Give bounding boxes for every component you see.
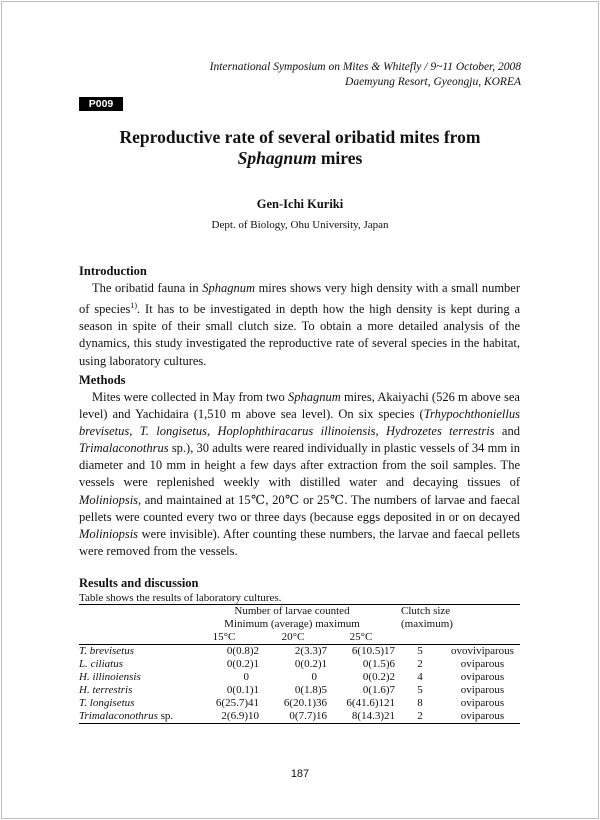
count-15c-cell: 0(0.8)2 (226, 645, 259, 657)
species-cell: T. longisetus (79, 697, 135, 709)
genus-name: Moliniopsis (79, 526, 139, 541)
table-header-row (79, 618, 520, 631)
clutch-cell: 8 (417, 697, 423, 709)
count-20c-cell: 6(20.1)36 (283, 697, 327, 709)
species-cell: T. brevisetus (79, 645, 134, 657)
header-20c: 20°C (259, 631, 327, 645)
count-15c-cell: 0(0.2)1 (226, 658, 259, 670)
text-run: , (206, 424, 218, 439)
header-15c: 15°C (189, 631, 259, 645)
mode-cell: ovoviviparous (451, 645, 514, 657)
header-cell-empty (79, 631, 189, 645)
text-run: mires, Akaiyachi (526 m above sea level) and Yachidaira (1,510 m above sea level). On six species ( (79, 390, 520, 422)
species-cell (79, 710, 189, 724)
count-15c-cell: 2(6.9)10 (189, 710, 259, 724)
introduction-paragraph (79, 280, 520, 370)
paper-title (60, 127, 540, 169)
clutch-cell: 5 (417, 645, 423, 657)
header-clutch-maximum: (maximum) (401, 618, 453, 630)
count-20c-cell: 0 (311, 671, 317, 683)
page-number: 187 (290, 768, 310, 780)
count-20c-cell: 0(0.2)1 (294, 658, 327, 670)
species-name: T. longisetus (139, 424, 207, 439)
count-15c-cell: 0(0.1)1 (226, 684, 259, 696)
reference-superscript: 1) (130, 301, 138, 311)
clutch-cell: 2 (395, 710, 445, 724)
table-row (79, 697, 520, 710)
results-table (79, 604, 520, 724)
clutch-cell: 4 (417, 671, 423, 683)
text-run: The oribatid fauna in (92, 281, 203, 295)
table-row (79, 684, 520, 697)
clutch-cell: 5 (417, 684, 423, 696)
count-25c-cell: 6(10.5)17 (351, 645, 395, 657)
poster-id-badge: P009 (79, 97, 123, 111)
title-line-1: Reproductive rate of several oribatid mites from (119, 127, 481, 147)
count-20c-cell: 0(1.8)5 (294, 684, 327, 696)
count-25c-cell: 0(1.5)6 (362, 658, 395, 670)
introduction-heading: Introduction (79, 264, 147, 278)
methods-paragraph (79, 389, 520, 560)
header-cell-empty (79, 605, 189, 619)
species-name: Hydrozetes terrestris (386, 424, 495, 439)
text-run: and (494, 424, 520, 439)
count-25c-cell: 0(1.6)7 (362, 684, 395, 696)
species-cell: H. terrestris (79, 684, 133, 696)
text-run: Mites were collected in May from two (92, 390, 288, 404)
clutch-cell: 2 (417, 658, 423, 670)
species-cell: H. illinoiensis (79, 671, 141, 683)
species-name: Trimalaconothrus (79, 710, 158, 722)
text-run: . It has to be investigated in depth how the high density is kept during a season in spite of their small clutch size. To obtain a more detailed analysis of the dynamics, this study investigated the reproductive rate of several species in the habitat, using laboratory cultures. (79, 302, 520, 368)
header-cell-empty (79, 618, 189, 631)
conference-venue: Daemyung Resort, Gyeongju, KOREA (345, 76, 521, 88)
title-genus: Sphagnum (237, 148, 317, 168)
genus-name: Sphagnum (202, 281, 255, 295)
species-cell: L. ciliatus (79, 658, 124, 670)
genus-name: Sphagnum (287, 390, 341, 404)
species-suffix: sp. (157, 710, 174, 722)
table-row (79, 671, 520, 684)
count-25c-cell: 6(41.6)121 (346, 697, 395, 709)
table-row (79, 710, 520, 724)
header-min-avg-max: Minimum (average) maximum (224, 618, 360, 630)
title-rest: mires (316, 148, 363, 168)
text-run: mires shows very high density with a small number of species (79, 281, 520, 317)
header-larvae-counted: Number of larvae counted (189, 605, 395, 619)
mode-cell: oviparous (460, 684, 505, 696)
title-line-2 (60, 148, 540, 169)
table-caption: Table shows the results of laboratory cultures. (79, 592, 282, 604)
species-name: Trhypochthoniellus brevisetus (79, 407, 520, 439)
methods-heading: Methods (79, 373, 126, 387)
conference-name: International Symposium on Mites & Whitefly / 9~11 October, 2008 (209, 61, 521, 73)
table-header-row (79, 605, 520, 619)
count-20c-cell: 2(3.3)7 (294, 645, 327, 657)
header-25c: 25°C (327, 631, 395, 645)
table-row (79, 658, 520, 671)
mode-cell: oviparous (460, 671, 505, 683)
header-cell-empty (395, 631, 445, 645)
header-cell-empty (445, 631, 520, 645)
table-row (79, 645, 520, 659)
genus-name: Moliniopsis (79, 492, 139, 507)
text-run: sp.), 30 adults were reared individually in plastic vessels of 34 mm in diameter and 10 mm in height a few days after extraction from the soil samples. The vessels were replenished weekly with distilled water and decaying tissues of (79, 441, 520, 490)
mode-cell: oviparous (460, 697, 505, 709)
affiliation: Dept. of Biology, Ohu University, Japan (211, 219, 389, 231)
mode-cell: oviparous (445, 710, 520, 724)
text-run: , (129, 424, 140, 439)
text-run: , (375, 424, 387, 439)
text-run: were invisible). After counting these numbers, the larvae and faecal pellets were removed from the vessels. (79, 526, 520, 558)
count-25c-cell: 8(14.3)21 (327, 710, 395, 724)
count-15c-cell: 0 (243, 671, 249, 683)
conference-header (210, 60, 521, 90)
header-clutch-size: Clutch size (395, 605, 520, 619)
text-run: , and maintained at 15℃, 20℃ or 25℃. The numbers of larvae and faecal pellets were counted every two or three days (because eggs deposited in or on decayed (79, 492, 520, 524)
table-header-row (79, 631, 520, 645)
species-name: Trimalaconothrus (79, 441, 169, 456)
count-25c-cell: 0(0.2)2 (362, 671, 395, 683)
species-name: Hoplophthiracarus illinoiensis (217, 424, 376, 439)
count-20c-cell: 0(7.7)16 (259, 710, 327, 724)
mode-cell: oviparous (460, 658, 505, 670)
results-heading: Results and discussion (79, 576, 199, 590)
count-15c-cell: 6(25.7)41 (215, 697, 259, 709)
author-name: Gen-Ichi Kuriki (256, 197, 344, 211)
